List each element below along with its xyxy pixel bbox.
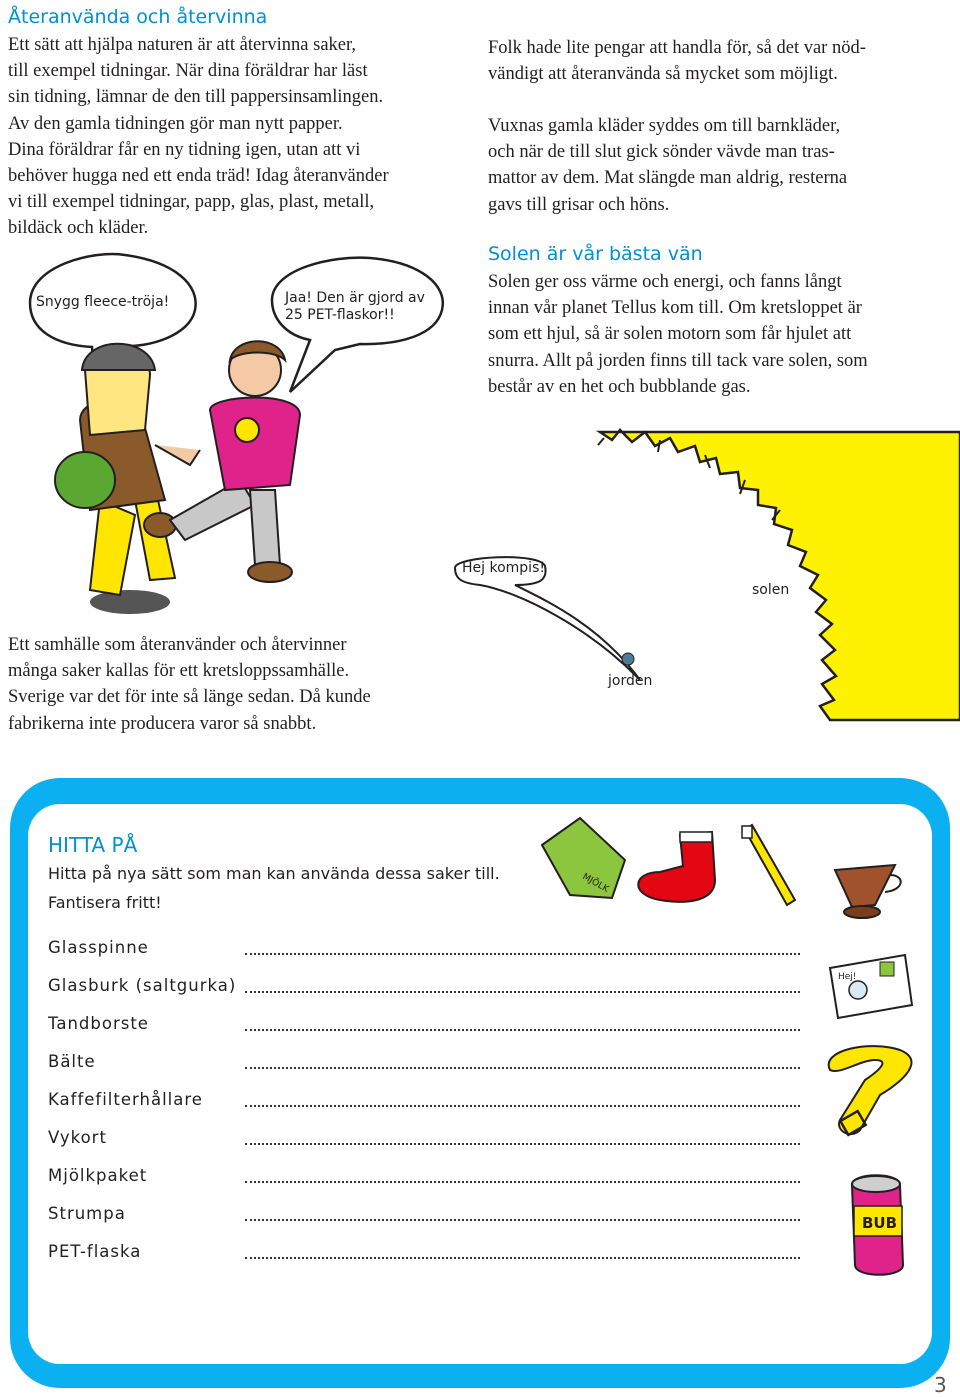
text-line: bildäck och kläder. (8, 218, 149, 239)
item-label: Mjölkpaket (48, 1166, 148, 1185)
postcard-label: Hej! (838, 972, 857, 982)
milk-carton-icon (542, 818, 625, 898)
text-line: Sverige var det för inte så länge sedan. Då kunde (8, 687, 371, 708)
item-label: Strumpa (48, 1204, 126, 1223)
text-line: Solen ger oss värme och energi, och fanns långt (488, 272, 842, 292)
text-line: gavs till grisar och höns. (488, 194, 670, 215)
text-line: snurra. Allt på jorden finns till tack vare solen, som (488, 350, 868, 371)
pet-bottle-icon (852, 1175, 903, 1275)
text-line: många saker kallas för ett kretsloppssamhälle. (8, 661, 350, 682)
page-number: 3 (934, 1373, 947, 1397)
section-heading-recycle: Återanvända och återvinna (8, 6, 268, 28)
text-line: och när de till slut gick sönder vävde man tras- (488, 142, 835, 163)
hitta-pa-title: HITTA PÅ (48, 833, 138, 857)
text-line: består av en het och bubblande gas. (488, 376, 751, 397)
earth-label: jorden (608, 673, 653, 689)
postcard-icon (830, 955, 912, 1018)
item-label: Vykort (48, 1128, 107, 1147)
hitta-pa-instruction: Hitta på nya sätt som man kan använda dessa saker till. (48, 864, 500, 883)
hitta-pa-instruction-2: Fantisera fritt! (48, 893, 162, 912)
bubble-line: Jaa! Den är gjord av (285, 290, 425, 306)
text-line: Ett sätt att hjälpa naturen är att återvinna saker, (8, 35, 357, 55)
bubble-line: 25 PET-flaskor!! (285, 307, 395, 323)
text-line: Folk hade lite pengar att handla för, så det var nöd- (488, 38, 866, 58)
text-line: Ett samhälle som återanvänder och återvinner (8, 635, 347, 655)
milk-label: MJÖLK (580, 871, 611, 895)
can-label: BUB (862, 1214, 898, 1232)
text-line: vi till exempel tidningar, papp, glas, plast, metall, (8, 192, 375, 213)
item-label: Tandborste (48, 1014, 149, 1033)
text-line: behöver hugga ned ett enda träd! Idag återanvänder (8, 166, 389, 187)
text-line: som ett hjul, så är solen motorn som får hjulet att (488, 324, 852, 345)
text-line: Vuxnas gamla kläder syddes om till barnkläder, (488, 116, 841, 136)
sock-icon (638, 832, 715, 902)
text-line: Av den gamla tidningen gör man nytt papper. (8, 113, 343, 134)
item-label: Bälte (48, 1052, 96, 1071)
text-line: fabrikerna inte producera varor så snabbt. (8, 713, 317, 734)
coffee-filter-holder-icon (835, 865, 901, 918)
text-line: mattor av dem. Mat slängde man aldrig, resterna (488, 168, 848, 189)
item-label: Glasburk (saltgurka) (48, 976, 237, 995)
speech-bubble-fleece: Snygg fleece-tröja! (36, 294, 170, 310)
item-label: PET-flaska (48, 1242, 142, 1261)
sun-label: solen (752, 582, 790, 598)
text-line: innan vår planet Tellus kom till. Om kretsloppet är (488, 298, 862, 319)
text-line: sin tidning, lämnar de den till pappersinsamlingen. (8, 87, 384, 108)
speech-bubble-hej: Hej kompis! (462, 560, 545, 576)
section-heading-sun: Solen är vår bästa vän (488, 243, 703, 265)
item-label: Glasspinne (48, 938, 149, 957)
toothbrush-icon (742, 825, 795, 905)
text-line: Dina föräldrar får en ny tidning igen, utan att vi (8, 139, 361, 160)
text-line: vändigt att återanvända så mycket som möjligt. (488, 64, 838, 85)
item-label: Kaffefilterhållare (48, 1090, 203, 1109)
text-line: till exempel tidningar. När dina föräldrar har läst (8, 61, 368, 82)
belt-icon (829, 1046, 912, 1135)
